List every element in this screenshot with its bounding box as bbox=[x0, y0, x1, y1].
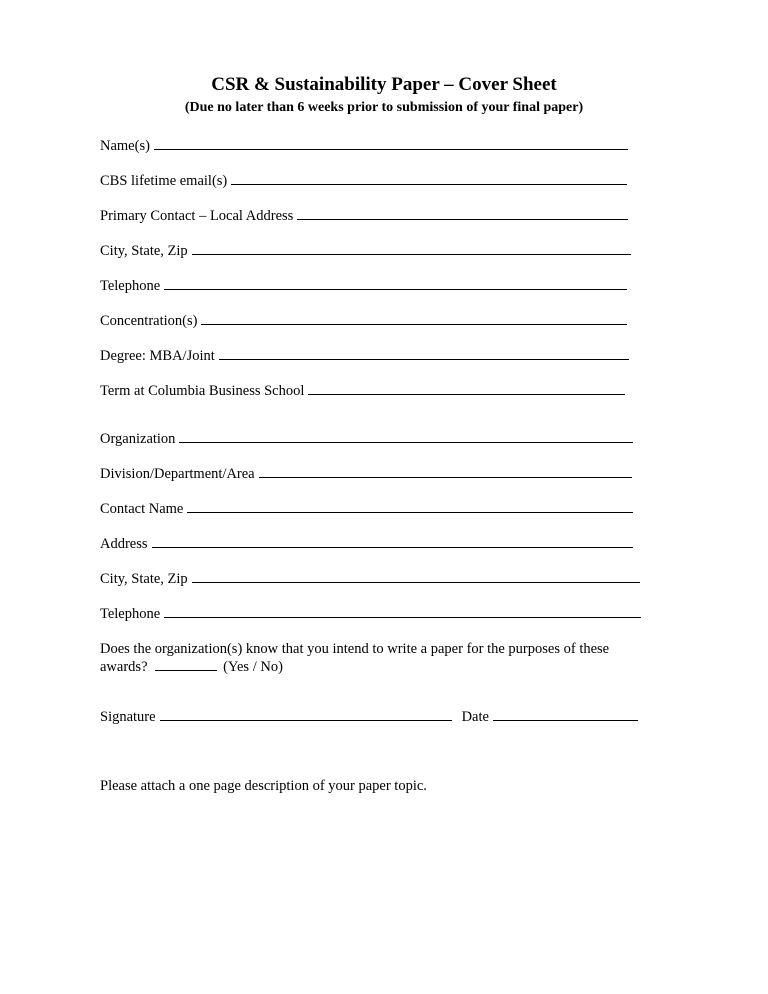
field-input[interactable] bbox=[297, 207, 628, 220]
field-input[interactable] bbox=[259, 465, 632, 478]
field-label: Term at Columbia Business School bbox=[100, 383, 305, 399]
date-label: Date bbox=[461, 709, 489, 725]
field-label: Telephone bbox=[100, 606, 161, 622]
form-field-row bbox=[100, 570, 640, 588]
signature-label: Signature bbox=[100, 709, 156, 725]
form-field-row bbox=[100, 137, 628, 155]
field-input[interactable] bbox=[187, 500, 633, 513]
field-input[interactable] bbox=[308, 382, 625, 395]
field-input[interactable] bbox=[231, 172, 627, 185]
field-input[interactable] bbox=[192, 242, 631, 255]
field-label: Organization bbox=[100, 431, 176, 447]
form-field-row bbox=[100, 347, 629, 365]
field-input[interactable] bbox=[164, 605, 641, 618]
page-subtitle: (Due no later than 6 weeks prior to submission of your final paper) bbox=[184, 100, 584, 115]
field-label: Name(s) bbox=[100, 138, 150, 154]
date-input[interactable] bbox=[493, 708, 638, 721]
field-input[interactable] bbox=[179, 430, 633, 443]
field-input[interactable] bbox=[152, 535, 633, 548]
field-label: CBS lifetime email(s) bbox=[100, 173, 228, 189]
form-field-row bbox=[100, 242, 631, 260]
page-title: CSR & Sustainability Paper – Cover Sheet bbox=[211, 74, 557, 95]
field-label: Contact Name bbox=[100, 501, 184, 517]
signature-row bbox=[100, 708, 638, 726]
question-options: (Yes / No) bbox=[223, 659, 283, 675]
form-field-row bbox=[100, 465, 632, 483]
form-field-row bbox=[100, 382, 625, 400]
field-label: City, State, Zip bbox=[100, 571, 188, 587]
form-field-row bbox=[100, 500, 633, 518]
awareness-question bbox=[100, 640, 660, 676]
form-field-row bbox=[100, 535, 633, 553]
form-field-row bbox=[100, 207, 628, 225]
yes-no-input[interactable] bbox=[155, 658, 217, 671]
form-field-row bbox=[100, 277, 627, 295]
form-field-row bbox=[100, 172, 627, 190]
question-text: Does the organization(s) know that you intend to write a paper for the purposes of these awards? bbox=[100, 641, 610, 675]
field-label: Division/Department/Area bbox=[100, 466, 255, 482]
field-label: City, State, Zip bbox=[100, 243, 188, 259]
field-label: Telephone bbox=[100, 278, 161, 294]
field-label: Primary Contact – Local Address bbox=[100, 208, 294, 224]
attachment-note: Please attach a one page description of your paper topic. bbox=[100, 778, 427, 794]
field-input[interactable] bbox=[164, 277, 627, 290]
field-label: Degree: MBA/Joint bbox=[100, 348, 215, 364]
form-field-row bbox=[100, 312, 627, 330]
form-field-row bbox=[100, 430, 633, 448]
field-label: Address bbox=[100, 536, 148, 552]
field-label: Concentration(s) bbox=[100, 313, 198, 329]
form-field-row bbox=[100, 605, 641, 623]
field-input[interactable] bbox=[201, 312, 627, 325]
field-input[interactable] bbox=[219, 347, 629, 360]
field-input[interactable] bbox=[154, 137, 628, 150]
signature-input[interactable] bbox=[160, 708, 452, 721]
field-input[interactable] bbox=[192, 570, 640, 583]
